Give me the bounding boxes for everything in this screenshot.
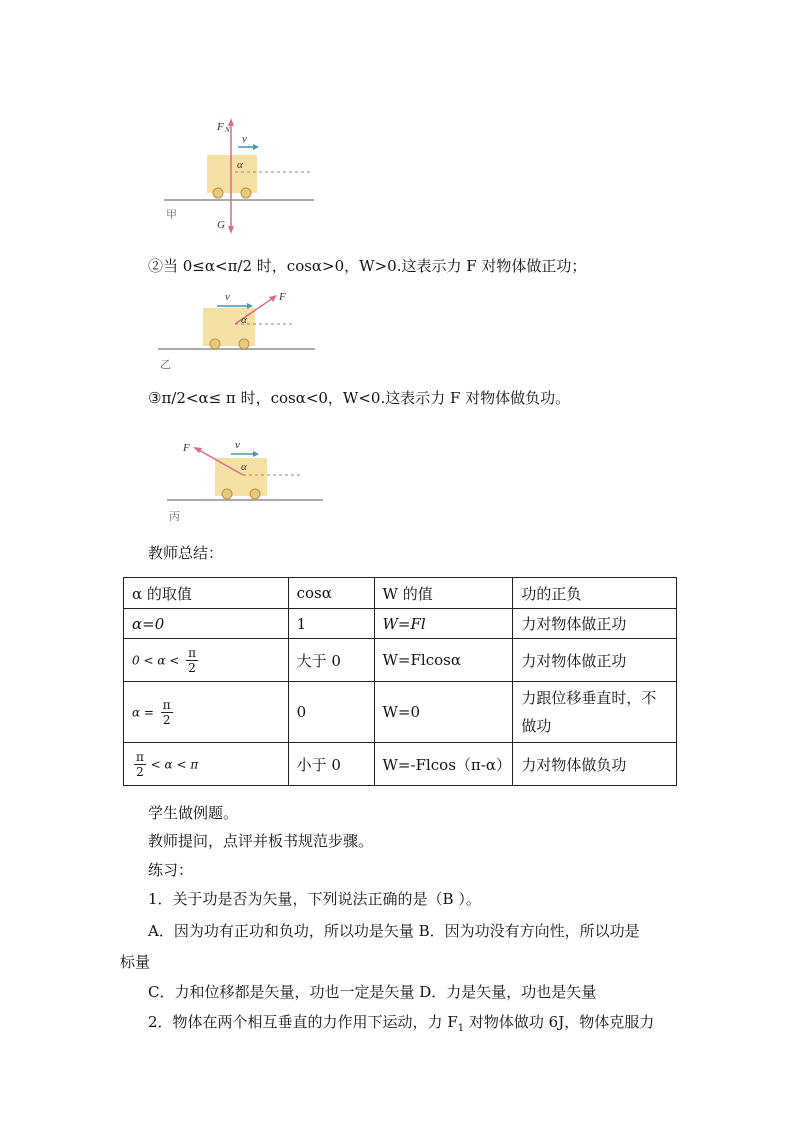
label-v: v: [235, 439, 240, 451]
caption-jia: 甲: [166, 208, 177, 221]
question-2-part-a: 2．物体在两个相互垂直的力作用下运动，力 F: [148, 1013, 458, 1031]
fraction: [186, 646, 198, 675]
cell-range: [124, 682, 289, 743]
cell-w: W=0: [374, 682, 513, 743]
label-f: F: [279, 291, 286, 303]
caption-yi: 乙: [160, 358, 171, 371]
cell-range: [124, 639, 289, 682]
fraction-num: π: [162, 697, 171, 712]
label-v: v: [242, 133, 247, 145]
range-suffix: < α < π: [150, 757, 199, 771]
figure-yi: [155, 280, 320, 375]
cell-range: α=0: [124, 609, 289, 639]
header-sign: 功的正负: [513, 578, 677, 609]
table-row: [124, 743, 677, 786]
label-v: v: [225, 291, 230, 303]
fraction-num: π: [188, 645, 196, 660]
alpha-table: [123, 577, 677, 786]
cell-sign: 力对物体做负功: [513, 743, 677, 786]
caption-bing: 丙: [169, 510, 180, 523]
range-prefix: α =: [132, 705, 154, 719]
student-example: 学生做例题。: [148, 804, 239, 822]
cell-cos: 大于 0: [288, 639, 374, 682]
label-f: F: [183, 442, 190, 454]
figure-bing: [163, 420, 328, 528]
table-header-row: [124, 578, 677, 609]
label-alpha: α: [241, 314, 247, 326]
fraction: [134, 750, 146, 779]
question-1: 1．关于功是否为矢量，下列说法正确的是（B ）。: [148, 890, 481, 908]
cell-cos: 小于 0: [288, 743, 374, 786]
cell-range: [124, 743, 289, 786]
cell-sign: 力跟位移垂直时，不做功: [513, 682, 677, 743]
fraction-den: 2: [188, 660, 196, 675]
question-2-subscript: 1: [457, 1023, 465, 1034]
question-1-options-ab-cont: 标量: [120, 953, 151, 971]
label-fn-sub: N: [225, 126, 230, 134]
teacher-question: 教师提问，点评并板书规范步骤。: [148, 832, 374, 850]
cell-w: W=Flcosα: [374, 639, 513, 682]
fraction-den: 2: [162, 712, 171, 727]
table-row: [124, 682, 677, 743]
practice-label: 练习：: [148, 861, 194, 879]
table-row: [124, 639, 677, 682]
question-1-options-ab: A．因为功有正功和负功，所以功是矢量 B．因为功没有方向性，所以功是: [148, 922, 640, 940]
table-row: [124, 609, 677, 639]
header-w: W 的值: [374, 578, 513, 609]
range-prefix: 0 < α <: [132, 653, 180, 667]
cell-sign: 力对物体做正功: [513, 639, 677, 682]
label-g: G: [217, 219, 225, 231]
cell-cos: 1: [288, 609, 374, 639]
case2-text: ②当 0≤α<π/2 时，cosα>0，W>0.这表示力 F 对物体做正功；: [148, 257, 587, 275]
fraction: [161, 698, 173, 727]
label-alpha: α: [237, 159, 243, 171]
fraction-num: π: [136, 749, 144, 764]
header-range: α 的取值: [124, 578, 289, 609]
cell-w: W=-Flcos（π-α）: [374, 743, 513, 786]
figure-jia: [160, 104, 320, 242]
header-cos: cosα: [288, 578, 374, 609]
label-alpha: α: [241, 461, 247, 473]
question-1-options-cd: C．力和位移都是矢量，功也一定是矢量 D．力是矢量，功也是矢量: [148, 983, 597, 1001]
cell-w: W=Fl: [374, 609, 513, 639]
fraction-den: 2: [136, 764, 144, 779]
question-2-part-b: 对物体做功 6J，物体克服力: [464, 1013, 655, 1031]
cell-cos: 0: [288, 682, 374, 743]
summary-label: 教师总结：: [148, 544, 224, 562]
question-2: [148, 1011, 654, 1040]
case3-text: ③π/2<α≤ π 时，cosα<0，W<0.这表示力 F 对物体做负功。: [148, 389, 571, 407]
cell-sign: 力对物体做正功: [513, 609, 677, 639]
label-fn: F: [217, 121, 224, 133]
